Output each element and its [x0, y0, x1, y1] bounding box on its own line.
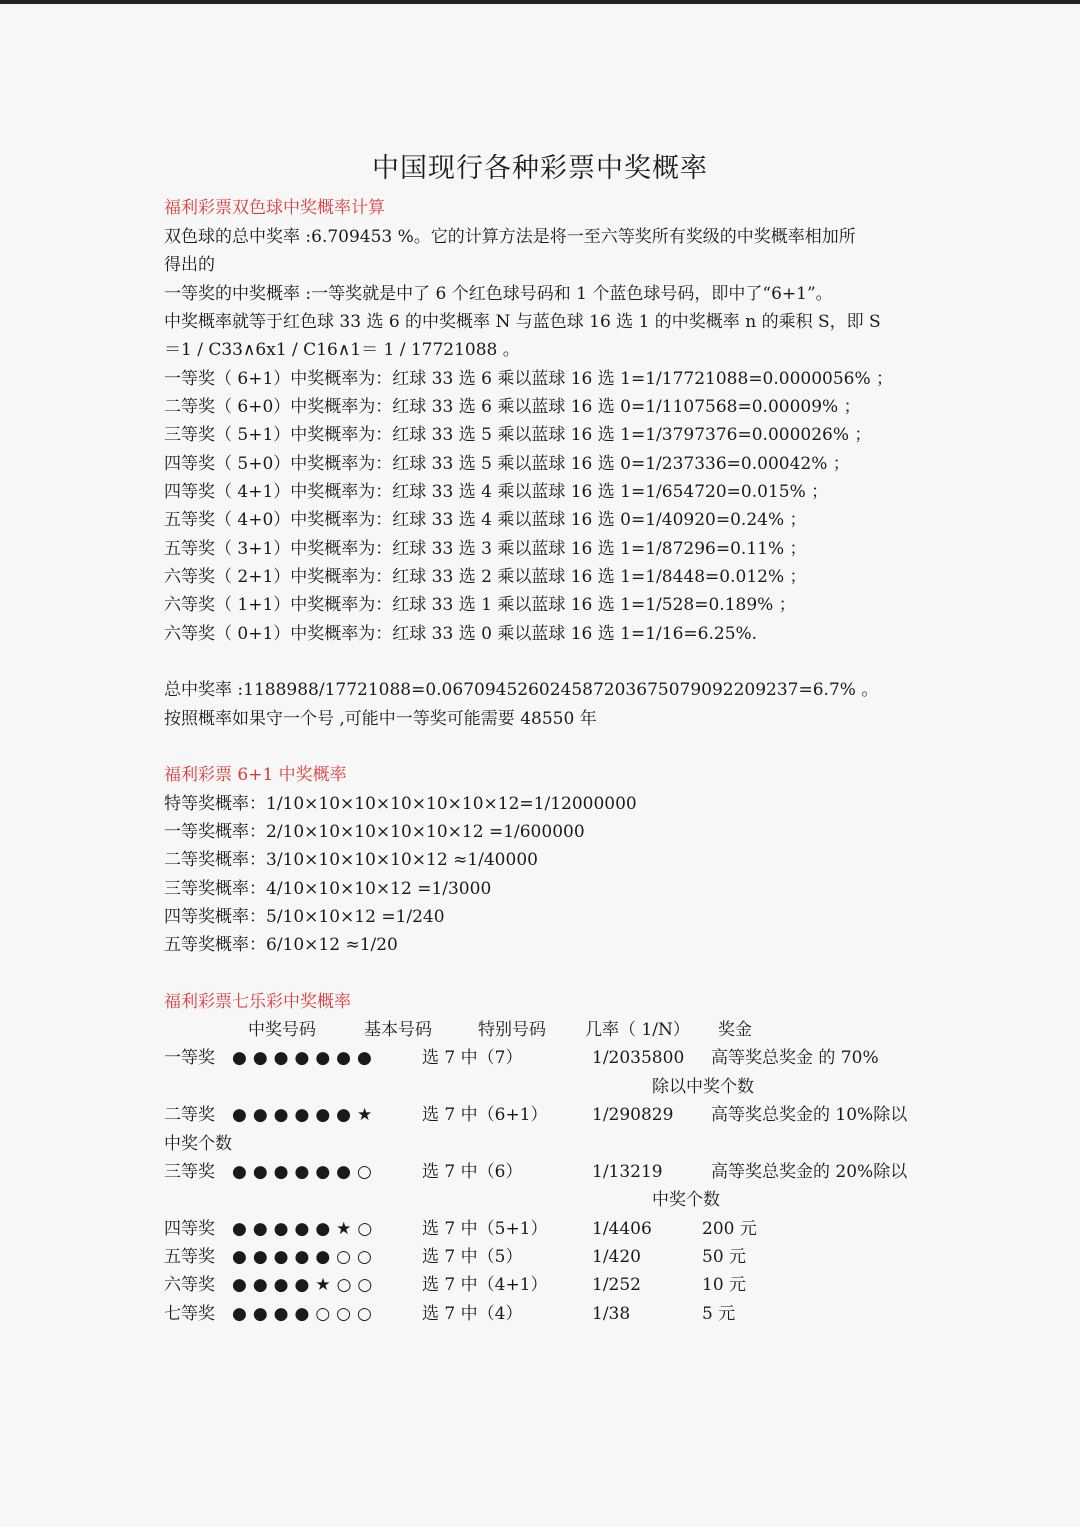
- pick-rule: 选 7 中（4+1）: [422, 1275, 548, 1295]
- odds: 1/2035800: [592, 1048, 685, 1068]
- column-header: 几率（ 1/N）: [585, 1020, 690, 1040]
- text-line: 六等奖（ 0+1）中奖概率为：红球 33 选 0 乘以蓝球 16 选 1=1/16=6.25%.: [164, 624, 758, 644]
- ball-pattern: ●●●●★○○: [232, 1275, 379, 1295]
- odds: 1/252: [592, 1275, 641, 1295]
- odds: 1/38: [592, 1304, 631, 1324]
- text-line: 特等奖概率：1/10×10×10×10×10×10×12=1/12000000: [164, 794, 637, 814]
- text-line: 六等奖（ 1+1）中奖概率为：红球 33 选 1 乘以蓝球 16 选 1=1/528=0.189% ；: [164, 595, 796, 615]
- ball-pattern: ●●●●●○○: [232, 1247, 378, 1267]
- top-edge-bar: [0, 0, 1080, 4]
- section-heading-qlc: 福利彩票七乐彩中奖概率: [164, 992, 351, 1012]
- text-line: 一等奖（ 6+1）中奖概率为：红球 33 选 6 乘以蓝球 16 选 1=1/17721088=0.0000056% ；: [164, 369, 894, 389]
- text-line: 四等奖概率：5/10×10×12 =1/240: [164, 907, 445, 927]
- odds: 1/290829: [592, 1105, 674, 1125]
- text-line: 三等奖概率：4/10×10×10×12 =1/3000: [164, 879, 492, 899]
- column-header: 特别号码: [478, 1020, 546, 1040]
- pick-rule: 选 7 中（5）: [422, 1247, 523, 1267]
- section-heading-ssq: 福利彩票双色球中奖概率计算: [164, 198, 385, 218]
- ball-pattern: ●●●●●●★: [232, 1105, 379, 1125]
- text-line: 一等奖的中奖概率 :一等奖就是中了 6 个红色球号码和 1 个蓝色球号码，即中了“6+1”。: [164, 284, 833, 304]
- text-line: 二等奖概率：3/10×10×10×10×12 ≈1/40000: [164, 850, 538, 870]
- page-title: 中国现行各种彩票中奖概率: [372, 153, 708, 184]
- pick-rule: 选 7 中（5+1）: [422, 1219, 548, 1239]
- prize-continuation: 中奖个数: [652, 1190, 720, 1210]
- prize-level: 五等奖: [164, 1247, 215, 1267]
- text-line: ＝1 / C33∧6x1 / C16∧1＝ 1 / 17721088 。: [164, 340, 520, 360]
- prize: 高等奖总奖金的 10%除以: [711, 1105, 908, 1125]
- prize-level: 四等奖: [164, 1219, 215, 1239]
- ball-pattern: ●●●●●●●: [232, 1048, 378, 1068]
- text-line: 五等奖（ 4+0）中奖概率为：红球 33 选 4 乘以蓝球 16 选 0=1/40920=0.24% ；: [164, 510, 807, 530]
- text-line: 得出的: [164, 255, 215, 275]
- column-header: 基本号码: [364, 1020, 432, 1040]
- text-line: 中奖概率就等于红色球 33 选 6 的中奖概率 N 与蓝色球 16 选 1 的中奖概率 n 的乘积 S，即 S: [164, 312, 881, 332]
- prize-level: 一等奖: [164, 1048, 215, 1068]
- prize-level: 六等奖: [164, 1275, 215, 1295]
- prize: 高等奖总奖金的 20%除以: [711, 1162, 908, 1182]
- ball-pattern: ●●●●●★○: [232, 1219, 379, 1239]
- odds: 1/4406: [592, 1219, 652, 1239]
- prize-continuation: 中奖个数: [164, 1134, 232, 1154]
- odds: 1/13219: [592, 1162, 663, 1182]
- prize-level: 二等奖: [164, 1105, 215, 1125]
- section-heading-6plus1: 福利彩票 6+1 中奖概率: [164, 765, 347, 785]
- text-line: 五等奖（ 3+1）中奖概率为：红球 33 选 3 乘以蓝球 16 选 1=1/87296=0.11% ；: [164, 539, 807, 559]
- text-line: 双色球的总中奖率 :6.709453 %。它的计算方法是将一至六等奖所有奖级的中奖概率相加所: [164, 227, 856, 247]
- pick-rule: 选 7 中（6+1）: [422, 1105, 548, 1125]
- prize-level: 七等奖: [164, 1304, 215, 1324]
- ball-pattern: ●●●●●●○: [232, 1162, 378, 1182]
- prize: 50 元: [702, 1247, 747, 1267]
- text-line: 六等奖（ 2+1）中奖概率为：红球 33 选 2 乘以蓝球 16 选 1=1/8448=0.012% ；: [164, 567, 807, 587]
- column-header: 奖金: [718, 1020, 752, 1040]
- pick-rule: 选 7 中（7）: [422, 1048, 523, 1068]
- text-line: 四等奖（ 5+0）中奖概率为：红球 33 选 5 乘以蓝球 16 选 0=1/237336=0.00042% ；: [164, 454, 850, 474]
- advice-line: 按照概率如果守一个号 ,可能中一等奖可能需要 48550 年: [164, 709, 597, 729]
- text-line: 一等奖概率：2/10×10×10×10×10×12 =1/600000: [164, 822, 585, 842]
- prize: 10 元: [702, 1275, 747, 1295]
- prize: 200 元: [702, 1219, 757, 1239]
- text-line: 四等奖（ 4+1）中奖概率为：红球 33 选 4 乘以蓝球 16 选 1=1/654720=0.015% ；: [164, 482, 829, 502]
- text-line: 二等奖（ 6+0）中奖概率为：红球 33 选 6 乘以蓝球 16 选 0=1/1107568=0.00009% ；: [164, 397, 861, 417]
- prize: 高等奖总奖金 的 70%: [711, 1048, 879, 1068]
- total-rate-line: 总中奖率 :1188988/17721088=0.0670945260245872036750790922092​37=6.7% 。: [164, 680, 879, 700]
- odds: 1/420: [592, 1247, 641, 1267]
- column-header: 中奖号码: [248, 1020, 316, 1040]
- prize-continuation: 除以中奖个数: [652, 1077, 754, 1097]
- pick-rule: 选 7 中（4）: [422, 1304, 523, 1324]
- prize: 5 元: [702, 1304, 736, 1324]
- pick-rule: 选 7 中（6）: [422, 1162, 523, 1182]
- prize-level: 三等奖: [164, 1162, 215, 1182]
- text-line: 五等奖概率：6/10×12 ≈1/20: [164, 935, 398, 955]
- text-line: 三等奖（ 5+1）中奖概率为：红球 33 选 5 乘以蓝球 16 选 1=1/3797376=0.000026% ；: [164, 425, 872, 445]
- ball-pattern: ●●●●○○○: [232, 1304, 378, 1324]
